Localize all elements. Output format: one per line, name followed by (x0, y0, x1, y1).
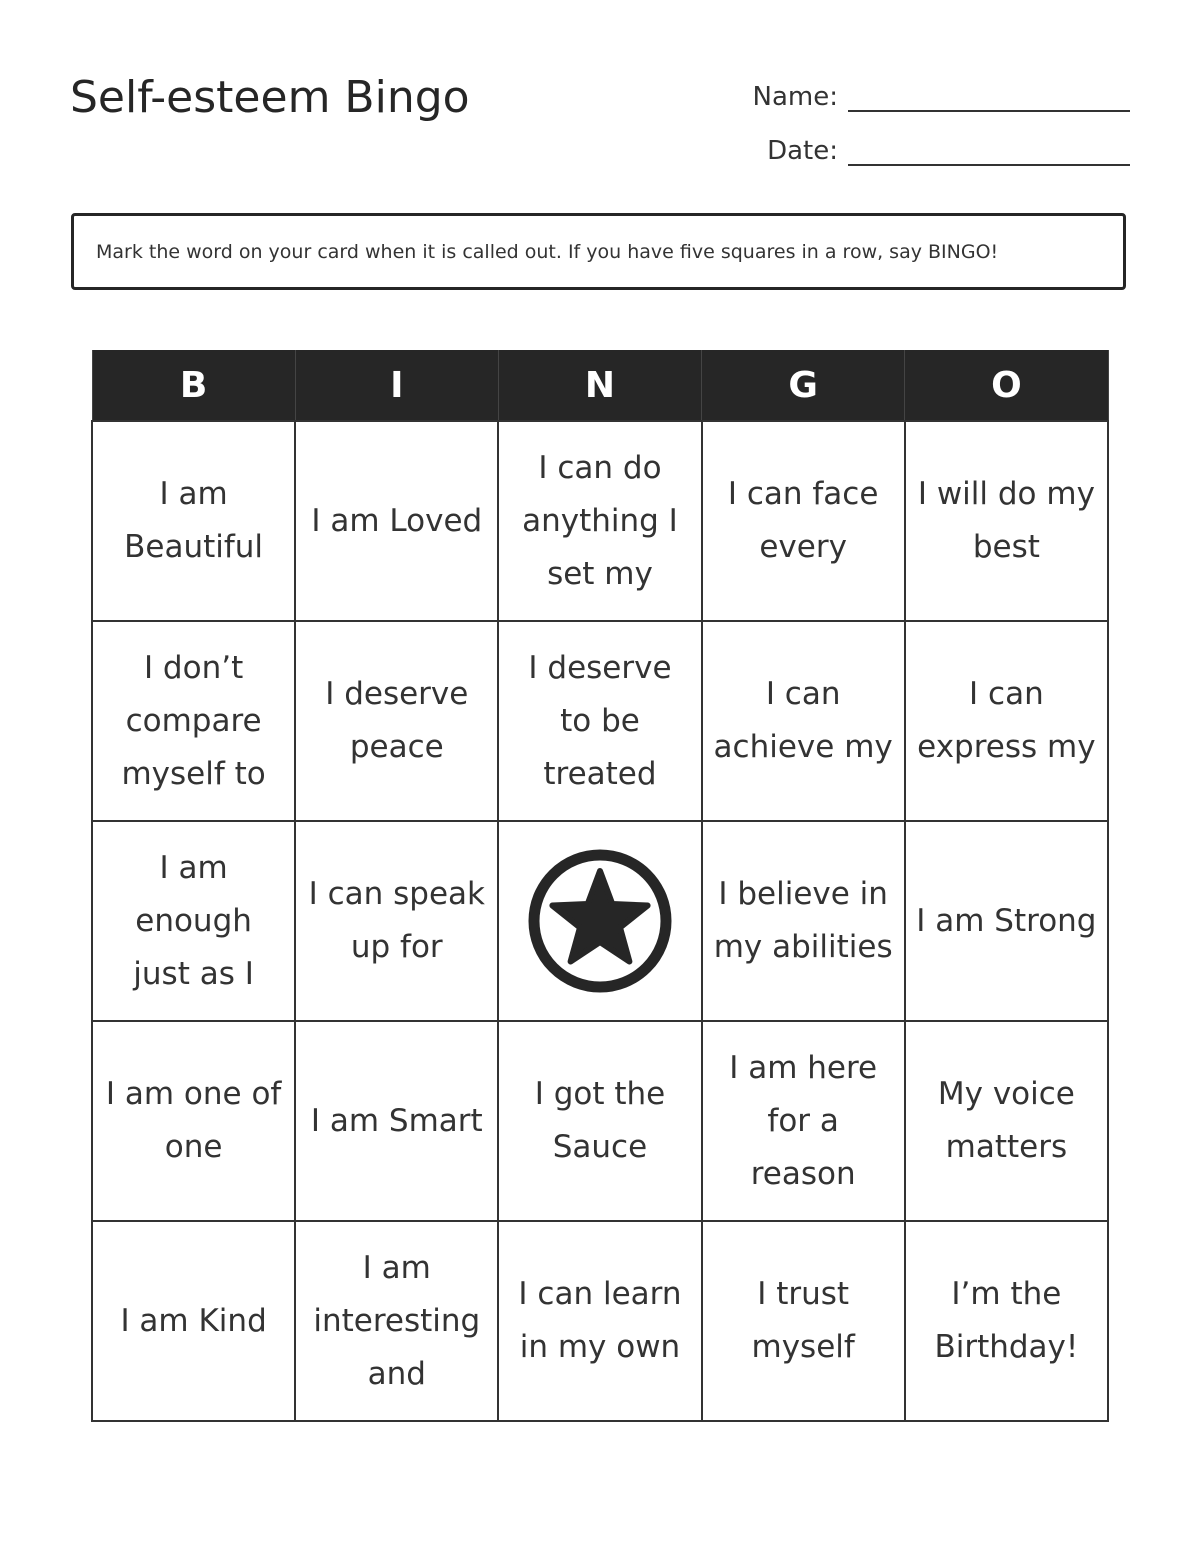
square-text: I deserve to be treated (528, 649, 672, 792)
square-text: I am enough just as I (133, 849, 254, 992)
date-field (738, 134, 1130, 166)
square-text: I am Kind (120, 1302, 267, 1339)
free-space-square[interactable] (498, 821, 701, 1021)
square-text: I deserve peace (325, 676, 469, 765)
name-line[interactable] (848, 80, 1130, 112)
name-field (738, 80, 1130, 112)
bingo-square[interactable] (295, 1021, 498, 1221)
star-in-circle-icon (525, 846, 675, 996)
bingo-square[interactable] (905, 821, 1108, 1021)
instructions-box (71, 213, 1126, 290)
square-text: I can face every (727, 476, 879, 565)
bingo-square[interactable] (295, 421, 498, 621)
bingo-square[interactable] (905, 421, 1108, 621)
square-text: I got the Sauce (534, 1076, 666, 1165)
bingo-row (92, 821, 1108, 1021)
square-text: I am Smart (310, 1102, 483, 1139)
square-text: I can express my (917, 676, 1096, 765)
bingo-square[interactable] (498, 1021, 701, 1221)
column-header-b: B (92, 350, 295, 421)
square-text: I am Loved (311, 502, 483, 539)
bingo-header-row (92, 350, 1108, 421)
square-text: I can learn in my own (518, 1276, 682, 1365)
bingo-square[interactable] (905, 1221, 1108, 1421)
bingo-row (92, 621, 1108, 821)
square-text: I am Strong (916, 902, 1097, 939)
column-header-n: N (498, 350, 701, 421)
column-header-i: I (295, 350, 498, 421)
bingo-square[interactable] (498, 1221, 701, 1421)
bingo-square[interactable] (702, 621, 905, 821)
bingo-square[interactable] (498, 621, 701, 821)
bingo-row (92, 1021, 1108, 1221)
page-title: Self-esteem Bingo (70, 72, 470, 123)
square-text: I’m the Birthday! (934, 1276, 1079, 1365)
bingo-square[interactable] (498, 421, 701, 621)
bingo-square[interactable] (702, 821, 905, 1021)
column-header-o: O (905, 350, 1108, 421)
bingo-square[interactable] (295, 1221, 498, 1421)
bingo-row (92, 1221, 1108, 1421)
bingo-square[interactable] (92, 621, 295, 821)
square-text: I can achieve my (713, 676, 893, 765)
square-text: I can speak up for (308, 876, 485, 965)
date-line[interactable] (848, 134, 1130, 166)
date-label: Date: (767, 136, 838, 166)
bingo-square[interactable] (702, 1221, 905, 1421)
column-header-g: G (702, 350, 905, 421)
bingo-square[interactable] (905, 621, 1108, 821)
bingo-row (92, 421, 1108, 621)
square-text: I trust myself (751, 1276, 855, 1365)
square-text: I can do anything I set my (522, 449, 678, 592)
square-text: I am interesting and (313, 1249, 481, 1392)
bingo-square[interactable] (92, 821, 295, 1021)
square-text: I am one of one (105, 1076, 282, 1165)
name-label: Name: (752, 82, 838, 112)
instructions-text: Mark the word on your card when it is called out. If you have five squares in a row, say BINGO! (96, 240, 999, 263)
bingo-square[interactable] (905, 1021, 1108, 1221)
square-text: I believe in my abilities (713, 876, 893, 965)
bingo-board (91, 350, 1109, 1422)
bingo-square[interactable] (295, 621, 498, 821)
square-text: I am Beautiful (124, 476, 264, 565)
square-text: I am here for a reason (729, 1049, 878, 1192)
bingo-square[interactable] (702, 421, 905, 621)
bingo-square[interactable] (702, 1021, 905, 1221)
square-text: I will do my best (917, 476, 1095, 565)
bingo-square[interactable] (92, 1021, 295, 1221)
bingo-square[interactable] (295, 821, 498, 1021)
bingo-square[interactable] (92, 421, 295, 621)
square-text: My voice matters (937, 1076, 1075, 1165)
square-text: I don’t compare myself to (121, 649, 266, 792)
bingo-square[interactable] (92, 1221, 295, 1421)
